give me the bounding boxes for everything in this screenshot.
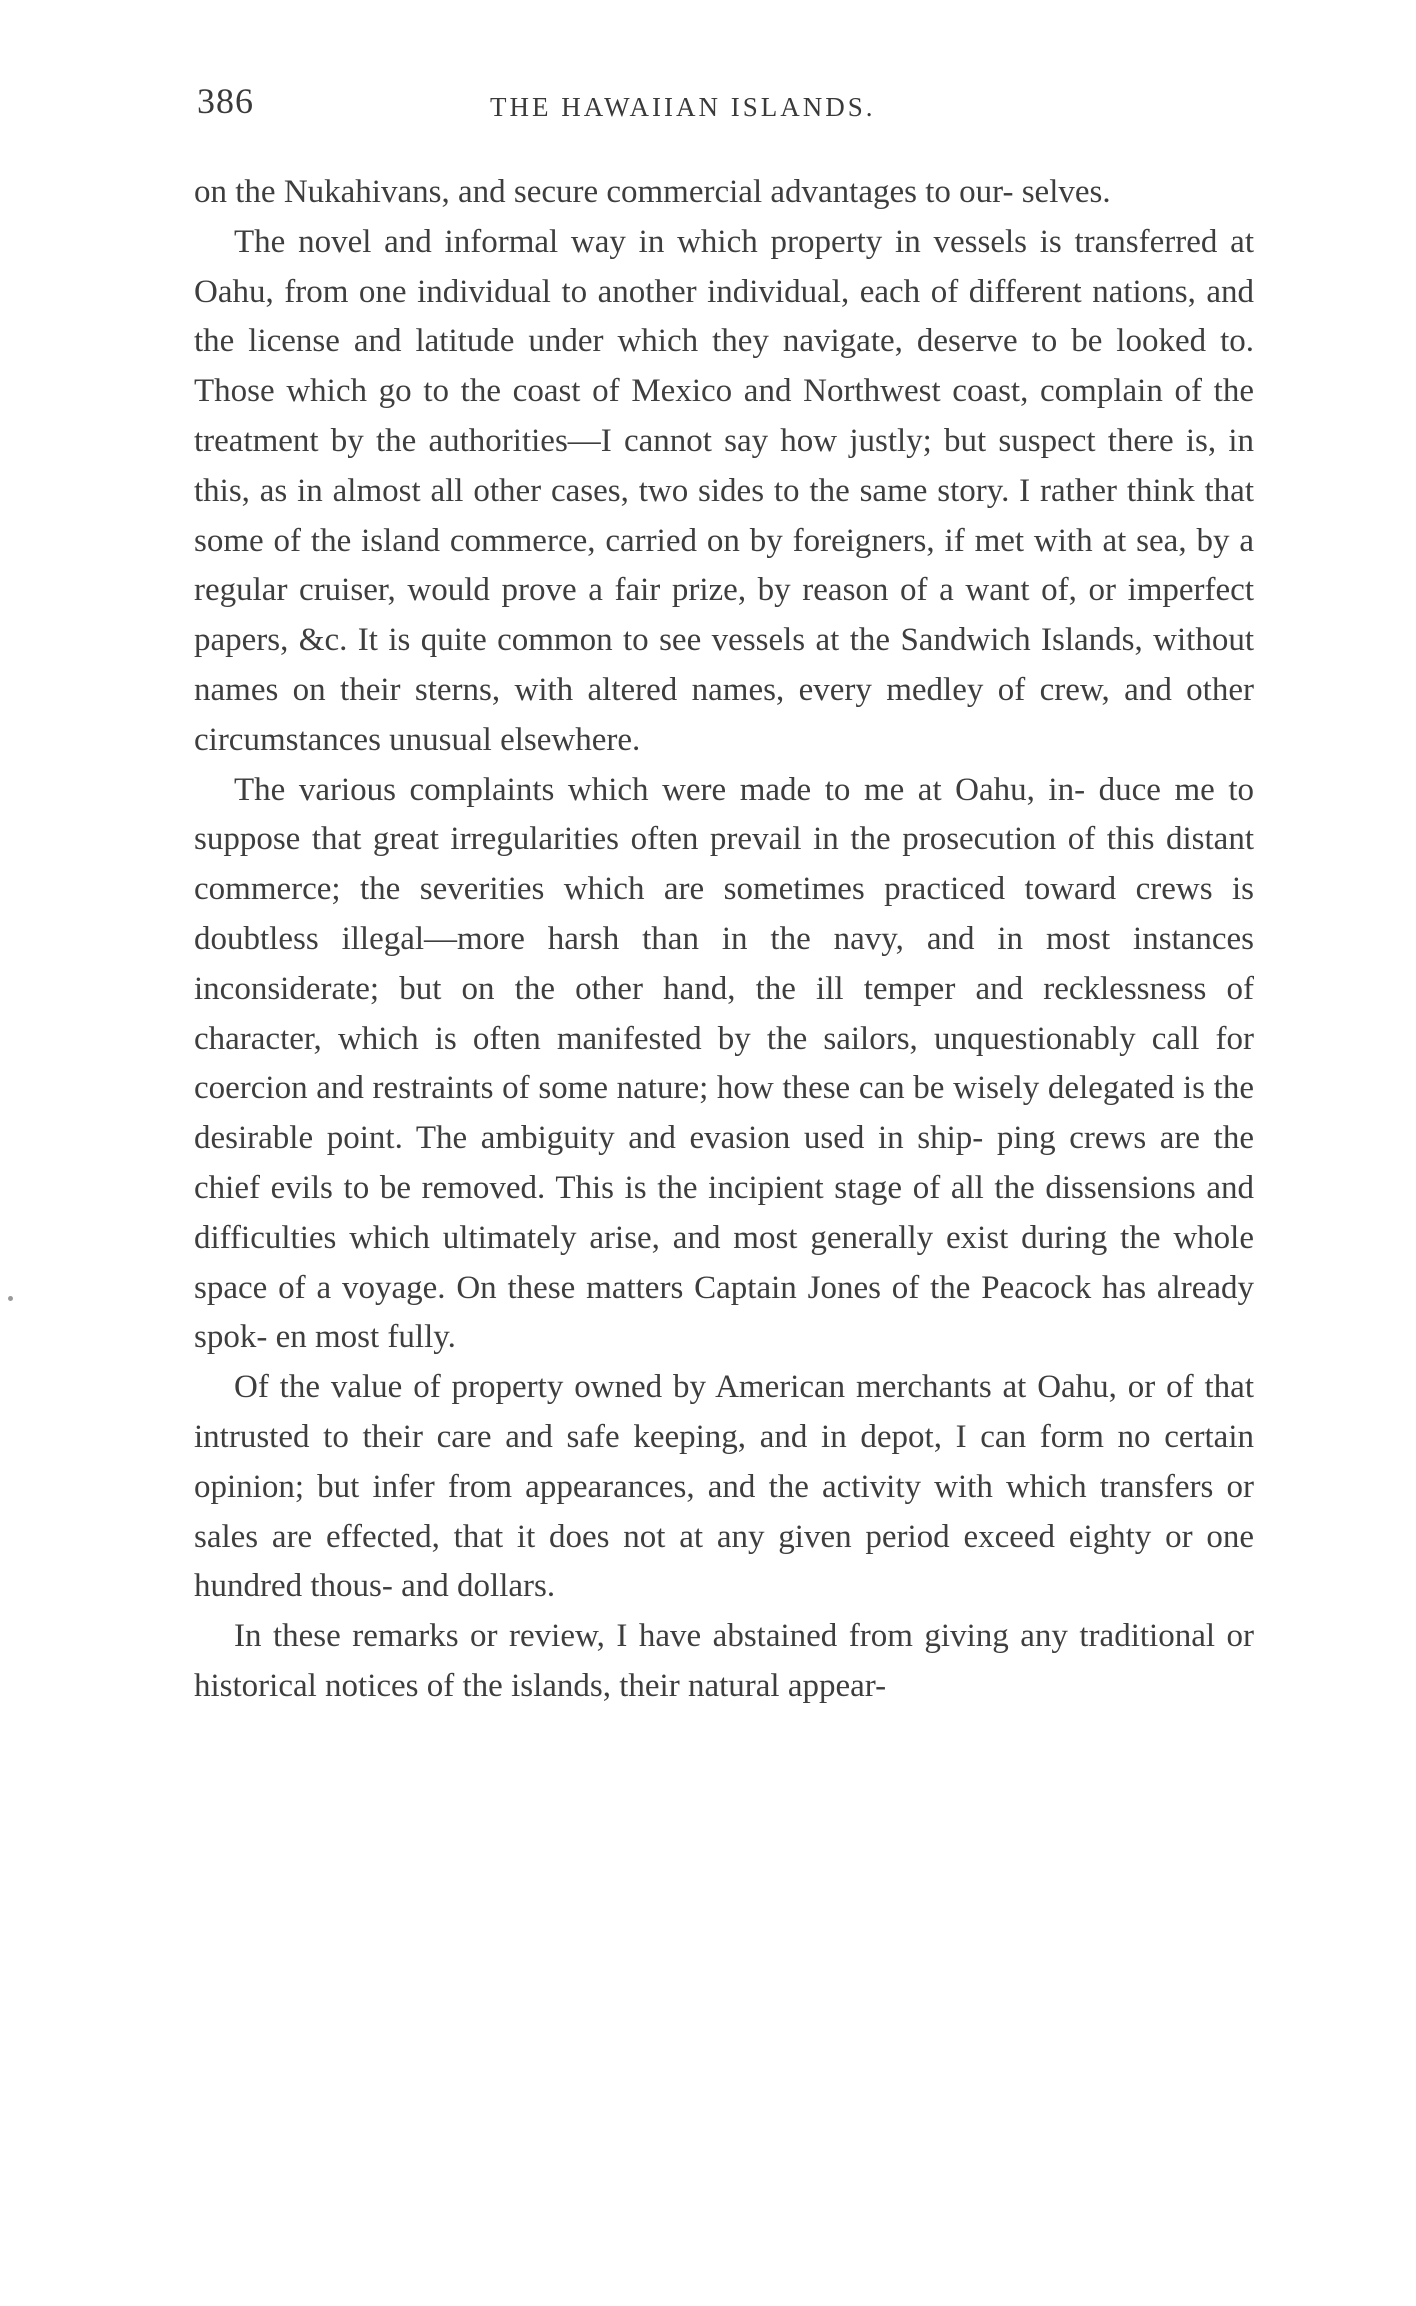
- paragraph-vessel-property: The novel and informal way in which property in vessels is transferred at Oahu, from one individual to another individual, each of different nations, and the license and latitude under which they navigate, deserve to be looked to. Those which go to the coast of Mexico and Northwest coast, complain of the treatment by the authorities—I cannot say how justly; but suspect there is, in this, as in almost all other cases, two sides to the same story. I rather think that some of the island commerce, carried on by foreigners, if met with at sea, by a regular cruiser, would prove a fair prize, by reason of a want of, or imperfect papers, &c. It is quite common to see vessels at the Sandwich Islands, without names on their sterns, with altered names, every medley of crew, and other circumstances unusual elsewhere.: [194, 223, 1254, 758]
- running-title: THE HAWAIIAN ISLANDS.: [490, 92, 876, 122]
- paragraph-complaints: The various complaints which were made to me at Oahu, in- duce me to suppose that great irregularities often prevail in the prosecution of this distant commerce; the severities which are sometimes practiced toward crews is doubtless illegal—more harsh than in the navy, and in most instances inconsiderate; but on the other hand, the ill temper and recklessness of character, which is often manifested by the sailors, unquestionably call for coercion and restraints of some nature; how these can be wisely delegated is the desirable point. The ambiguity and evasion used in ship- ping crews are the chief evils to be removed. This is the incipient stage of all the dissensions and difficulties which ultimately arise, and most generally exist during the whole space of a voyage. On these matters Captain Jones of the Peacock has already spok- en most fully.: [194, 771, 1254, 1356]
- body-text: [194, 168, 1254, 1712]
- paragraph-property-value: Of the value of property owned by American merchants at Oahu, or of that intrusted to their care and safe keeping, and in depot, I can form no certain opinion; but infer from appearances, and the activity with which transfers or sales are effected, that it does not at any given period exceed eighty or one hundred thous- and dollars.: [194, 1369, 1254, 1605]
- paragraph-continuation: on the Nukahivans, and secure commercial advantages to our- selves.: [194, 174, 1111, 210]
- page-number: 386: [197, 81, 254, 121]
- paragraph-remarks: In these remarks or review, I have abstained from giving any traditional or historical notices of the islands, their natural appear-: [194, 1618, 1254, 1704]
- margin-speck: [8, 1296, 13, 1301]
